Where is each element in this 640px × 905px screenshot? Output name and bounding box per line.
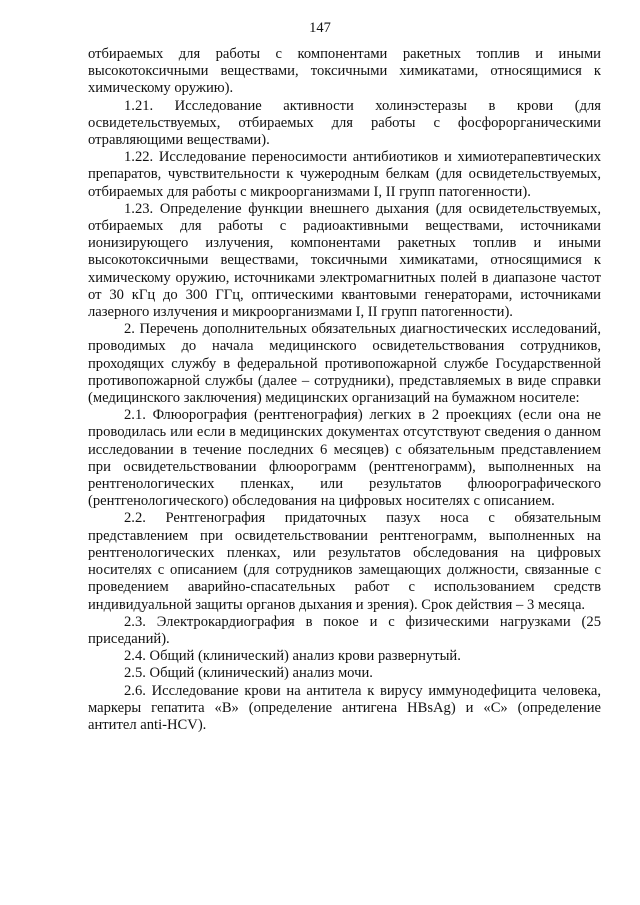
paragraph-2-1: 2.1. Флюорография (рентгенография) легких в 2 проекциях (если она не проводилась или если в медицинских документах отсутствуют сведения о данном исследовании в течение последних 6 месяцев) с обязательным представлением при освидетельствовании флюорограмм (рентгенограмм), выполненных на рентгенологических пленках, или результатов флюорографического (рентгенологического) обследования на цифровых носителях с описанием. — [88, 407, 601, 510]
paragraph-1-22: 1.22. Исследование переносимости антибиотиков и химиотерапевтических препаратов, чувствительности к чужеродным белкам (для освидетельствуемых, отбираемых для работы с микроорганизмами I, II групп патогенности). — [88, 149, 601, 200]
paragraph-2-4: 2.4. Общий (клинический) анализ крови развернутый. — [124, 648, 461, 665]
document-body — [88, 46, 601, 734]
paragraph-1-23: 1.23. Определение функции внешнего дыхания (для освидетельствуемых, отбираемых для работы с радиоактивными веществами, источниками ионизирующего излучения, компонентами ракетных топлив и иными высокотоксичными веществами, токсичными химикатами, относящимися к химическому оружию, источниками электромагнитных полей в диапазоне частот от 30 кГц до 300 ГГц, оптическими квантовыми генераторами, источниками лазерного излучения и микроорганизмами I, II групп патогенности). — [88, 200, 601, 321]
paragraph-2-6: 2.6. Исследование крови на антитела к вирусу иммунодефицита человека, маркеры гепатита «В» (определение антигена HBsAg) и «С» (определение антител anti-HCV). — [88, 682, 601, 733]
paragraph-continuation: отбираемых для работы с компонентами ракетных топлив и иными высокотоксичными веществами, токсичными химикатами, относящимися к химическому оружию). — [88, 46, 601, 97]
paragraph-2-2: 2.2. Рентгенография придаточных пазух носа с обязательным представлением при освидетельствовании рентгенограмм, выполненных на рентгенологических пленках, или результатов обследования на цифровых носителях с описанием (для сотрудников замещающих должности, связанные с проведением аварийно-спасательных работ с использованием средств индивидуальной защиты органов дыхания и зрения). Срок действия – 3 месяца. — [88, 510, 601, 613]
paragraph-2-5: 2.5. Общий (клинический) анализ мочи. — [124, 665, 373, 682]
paragraph-1-21: 1.21. Исследование активности холинэстеразы в крови (для освидетельствуемых, отбираемых для работы с фосфорорганическими отравляющими веществами). — [88, 97, 601, 149]
paragraph-2: 2. Перечень дополнительных обязательных диагностических исследований, проводимых до начала медицинского освидетельствования сотрудников, проходящих службу в федеральной противопожарной службе Государственной противопожарной службы (далее – сотрудники), представляемых в виде справки (медицинского заключения) медицинских организаций на бумажном носителе: — [88, 321, 601, 407]
paragraph-2-3: 2.3. Электрокардиография в покое и с физическими нагрузками (25 приседаний). — [88, 613, 601, 647]
page-number: 147 — [309, 20, 331, 36]
